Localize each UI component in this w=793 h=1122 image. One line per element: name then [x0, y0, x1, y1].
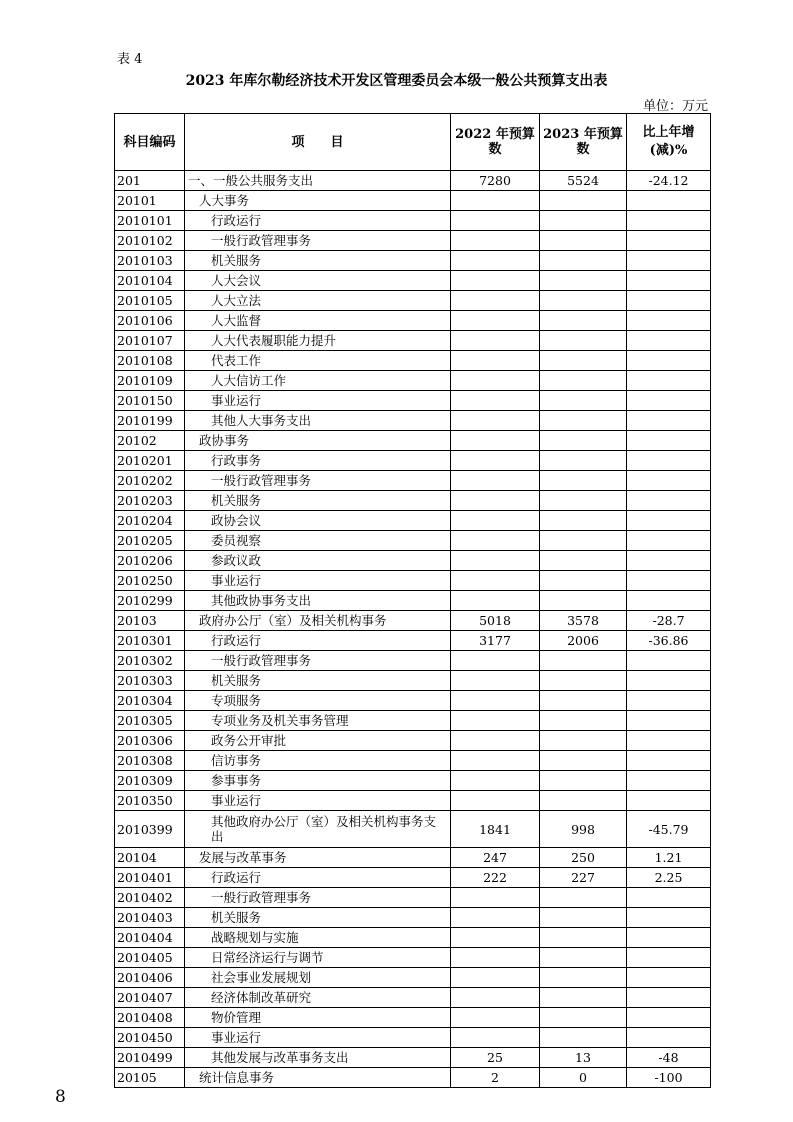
row-change-percent: [627, 351, 711, 371]
row-budget-2023: [540, 351, 627, 371]
row-name: 人大代表履职能力提升: [185, 331, 451, 351]
header-code: 科目编码: [115, 114, 185, 171]
row-name: 人大信访工作: [185, 371, 451, 391]
row-budget-2022: [451, 888, 540, 908]
row-budget-2023: 13: [540, 1048, 627, 1068]
row-change-percent: [627, 371, 711, 391]
row-change-percent: 2.25: [627, 868, 711, 888]
row-budget-2022: 2: [451, 1068, 540, 1088]
row-change-percent: -36.86: [627, 631, 711, 651]
row-change-percent: [627, 491, 711, 511]
header-item: 项 目: [185, 114, 451, 171]
row-change-percent: [627, 988, 711, 1008]
row-name: 参事事务: [185, 771, 451, 791]
row-name: 其他人大事务支出: [185, 411, 451, 431]
row-code: 2010109: [115, 371, 185, 391]
row-budget-2023: [540, 928, 627, 948]
row-code: 2010103: [115, 251, 185, 271]
row-code: 2010499: [115, 1048, 185, 1068]
row-name: 机关服务: [185, 908, 451, 928]
row-name: 社会事业发展规划: [185, 968, 451, 988]
table-row: [115, 551, 711, 571]
table-row: [115, 968, 711, 988]
row-budget-2022: [451, 351, 540, 371]
row-change-percent: [627, 771, 711, 791]
row-budget-2022: [451, 391, 540, 411]
row-name: 政协事务: [185, 431, 451, 451]
row-budget-2023: [540, 251, 627, 271]
row-budget-2023: [540, 511, 627, 531]
row-budget-2022: [451, 571, 540, 591]
table-row: [115, 491, 711, 511]
row-name: 统计信息事务: [185, 1068, 451, 1088]
row-budget-2022: [451, 411, 540, 431]
page-title: 2023 年库尔勒经济技术开发区管理委员会本级一般公共预算支出表: [185, 73, 608, 89]
row-budget-2022: [451, 491, 540, 511]
row-budget-2023: [540, 291, 627, 311]
row-budget-2022: [451, 928, 540, 948]
row-change-percent: [627, 231, 711, 251]
row-change-percent: [627, 291, 711, 311]
row-budget-2023: [540, 1008, 627, 1028]
table-row: [115, 311, 711, 331]
row-code: 2010101: [115, 211, 185, 231]
table-row: [115, 791, 711, 811]
row-change-percent: [627, 671, 711, 691]
row-name: 一般行政管理事务: [185, 471, 451, 491]
row-budget-2023: [540, 211, 627, 231]
table-row: [115, 691, 711, 711]
row-budget-2023: [540, 968, 627, 988]
row-change-percent: -24.12: [627, 171, 711, 191]
row-budget-2022: [451, 948, 540, 968]
row-budget-2022: [451, 731, 540, 751]
header-budget-2023: 2023 年预算数: [540, 114, 627, 171]
row-code: 2010107: [115, 331, 185, 351]
row-change-percent: [627, 451, 711, 471]
row-name: 政府办公厅（室）及相关机构事务: [185, 611, 451, 631]
table-row: [115, 1068, 711, 1088]
row-budget-2023: [540, 888, 627, 908]
row-change-percent: [627, 711, 711, 731]
table-row: [115, 948, 711, 968]
row-name: 事业运行: [185, 571, 451, 591]
row-change-percent: [627, 431, 711, 451]
row-budget-2023: 3578: [540, 611, 627, 631]
row-name: 其他发展与改革事务支出: [185, 1048, 451, 1068]
row-budget-2022: [451, 271, 540, 291]
row-budget-2023: [540, 331, 627, 351]
row-change-percent: -45.79: [627, 811, 711, 848]
table-row: [115, 928, 711, 948]
row-budget-2022: [451, 311, 540, 331]
row-budget-2023: [540, 371, 627, 391]
row-budget-2023: [540, 791, 627, 811]
table-label: 表 4: [117, 52, 143, 67]
row-code: 2010301: [115, 631, 185, 651]
row-code: 2010299: [115, 591, 185, 611]
row-code: 2010304: [115, 691, 185, 711]
table-row: [115, 231, 711, 251]
row-code: 2010401: [115, 868, 185, 888]
row-code: 201: [115, 171, 185, 191]
row-name: 其他政府办公厅（室）及相关机构事务支出: [185, 811, 451, 848]
row-name: 其他政协事务支出: [185, 591, 451, 611]
table-row: [115, 711, 711, 731]
row-change-percent: [627, 791, 711, 811]
row-change-percent: [627, 651, 711, 671]
row-code: 20101: [115, 191, 185, 211]
row-budget-2023: 2006: [540, 631, 627, 651]
row-budget-2022: 25: [451, 1048, 540, 1068]
row-code: 2010408: [115, 1008, 185, 1028]
row-code: 2010199: [115, 411, 185, 431]
row-budget-2022: 5018: [451, 611, 540, 631]
row-name: 参政议政: [185, 551, 451, 571]
row-code: 2010105: [115, 291, 185, 311]
table-row: [115, 631, 711, 651]
row-code: 2010201: [115, 451, 185, 471]
row-name: 行政事务: [185, 451, 451, 471]
row-change-percent: [627, 571, 711, 591]
header-budget-2022: 2022 年预算数: [451, 114, 540, 171]
table-row: [115, 888, 711, 908]
row-change-percent: [627, 751, 711, 771]
row-code: 2010399: [115, 811, 185, 848]
row-change-percent: [627, 968, 711, 988]
row-budget-2022: 7280: [451, 171, 540, 191]
row-change-percent: [627, 391, 711, 411]
row-budget-2023: 5524: [540, 171, 627, 191]
table-row: [115, 811, 711, 848]
row-budget-2022: [451, 691, 540, 711]
row-budget-2022: [451, 1008, 540, 1028]
row-code: 2010405: [115, 948, 185, 968]
row-code: 2010308: [115, 751, 185, 771]
row-change-percent: [627, 191, 711, 211]
row-name: 专项服务: [185, 691, 451, 711]
row-budget-2022: [451, 211, 540, 231]
row-budget-2022: 222: [451, 868, 540, 888]
row-change-percent: [627, 591, 711, 611]
row-code: 2010402: [115, 888, 185, 908]
table-row: [115, 1008, 711, 1028]
row-change-percent: 1.21: [627, 848, 711, 868]
row-budget-2023: [540, 1028, 627, 1048]
table-row: [115, 191, 711, 211]
row-budget-2023: 227: [540, 868, 627, 888]
row-code: 2010350: [115, 791, 185, 811]
table-row: [115, 908, 711, 928]
row-change-percent: [627, 551, 711, 571]
row-budget-2023: [540, 651, 627, 671]
row-budget-2022: [451, 531, 540, 551]
row-budget-2022: [451, 651, 540, 671]
table-row: [115, 411, 711, 431]
row-code: 2010204: [115, 511, 185, 531]
row-change-percent: [627, 311, 711, 331]
row-budget-2022: 1841: [451, 811, 540, 848]
table-row: [115, 571, 711, 591]
row-budget-2023: [540, 391, 627, 411]
row-name: 行政运行: [185, 631, 451, 651]
row-code: 2010450: [115, 1028, 185, 1048]
row-code: 2010302: [115, 651, 185, 671]
row-budget-2022: [451, 988, 540, 1008]
table-row: [115, 451, 711, 471]
row-change-percent: [627, 531, 711, 551]
table-row: [115, 591, 711, 611]
table-row: [115, 511, 711, 531]
row-name: 专项业务及机关事务管理: [185, 711, 451, 731]
row-budget-2023: [540, 731, 627, 751]
row-budget-2022: [451, 551, 540, 571]
row-name: 事业运行: [185, 391, 451, 411]
row-name: 一般行政管理事务: [185, 651, 451, 671]
row-code: 20104: [115, 848, 185, 868]
table-row: [115, 611, 711, 631]
row-budget-2022: [451, 968, 540, 988]
row-budget-2022: [451, 191, 540, 211]
row-change-percent: [627, 251, 711, 271]
table-row: [115, 471, 711, 491]
budget-table: [114, 113, 711, 1088]
row-name: 机关服务: [185, 671, 451, 691]
table-row: [115, 1028, 711, 1048]
row-budget-2023: [540, 431, 627, 451]
row-code: 2010303: [115, 671, 185, 691]
table-row: [115, 731, 711, 751]
row-code: 2010407: [115, 988, 185, 1008]
row-budget-2023: [540, 451, 627, 471]
table-row: [115, 671, 711, 691]
row-name: 政协会议: [185, 511, 451, 531]
row-change-percent: [627, 888, 711, 908]
row-code: 2010104: [115, 271, 185, 291]
row-budget-2023: [540, 711, 627, 731]
row-budget-2023: [540, 271, 627, 291]
row-name: 经济体制改革研究: [185, 988, 451, 1008]
row-name: 代表工作: [185, 351, 451, 371]
row-budget-2022: 247: [451, 848, 540, 868]
row-budget-2022: [451, 231, 540, 251]
row-name: 一般行政管理事务: [185, 231, 451, 251]
row-budget-2023: [540, 551, 627, 571]
row-budget-2023: [540, 471, 627, 491]
row-budget-2022: [451, 431, 540, 451]
row-budget-2023: [540, 591, 627, 611]
row-budget-2023: [540, 751, 627, 771]
row-budget-2022: [451, 371, 540, 391]
table-row: [115, 868, 711, 888]
row-change-percent: [627, 511, 711, 531]
row-budget-2023: [540, 691, 627, 711]
row-name: 事业运行: [185, 791, 451, 811]
row-code: 2010250: [115, 571, 185, 591]
row-name: 信访事务: [185, 751, 451, 771]
row-code: 2010306: [115, 731, 185, 751]
row-code: 2010205: [115, 531, 185, 551]
row-budget-2022: [451, 771, 540, 791]
row-name: 人大监督: [185, 311, 451, 331]
table-row: [115, 751, 711, 771]
row-budget-2023: 998: [540, 811, 627, 848]
row-budget-2022: [451, 291, 540, 311]
row-change-percent: -28.7: [627, 611, 711, 631]
row-budget-2022: [451, 1028, 540, 1048]
table-row: [115, 531, 711, 551]
table-row: [115, 391, 711, 411]
table-row: [115, 351, 711, 371]
row-budget-2022: [451, 511, 540, 531]
row-name: 人大会议: [185, 271, 451, 291]
table-header-row: [115, 114, 711, 171]
row-change-percent: [627, 691, 711, 711]
row-code: 20105: [115, 1068, 185, 1088]
row-budget-2023: [540, 491, 627, 511]
row-budget-2022: [451, 791, 540, 811]
row-name: 委员视察: [185, 531, 451, 551]
row-name: 一般行政管理事务: [185, 888, 451, 908]
row-budget-2022: [451, 591, 540, 611]
row-change-percent: [627, 211, 711, 231]
row-budget-2022: [451, 751, 540, 771]
table-row: [115, 431, 711, 451]
row-change-percent: [627, 471, 711, 491]
row-budget-2023: [540, 948, 627, 968]
row-budget-2022: [451, 471, 540, 491]
row-change-percent: [627, 908, 711, 928]
row-name: 一、一般公共服务支出: [185, 171, 451, 191]
row-change-percent: [627, 411, 711, 431]
table-row: [115, 171, 711, 191]
table-row: [115, 771, 711, 791]
row-name: 行政运行: [185, 868, 451, 888]
row-budget-2022: 3177: [451, 631, 540, 651]
row-name: 日常经济运行与调节: [185, 948, 451, 968]
row-code: 2010404: [115, 928, 185, 948]
row-budget-2023: [540, 531, 627, 551]
table-body: [115, 171, 711, 1088]
row-name: 发展与改革事务: [185, 848, 451, 868]
row-budget-2022: [451, 908, 540, 928]
row-budget-2023: [540, 571, 627, 591]
row-budget-2023: [540, 231, 627, 251]
row-budget-2023: [540, 671, 627, 691]
row-name: 人大立法: [185, 291, 451, 311]
row-code: 2010305: [115, 711, 185, 731]
row-budget-2023: [540, 311, 627, 331]
row-name: 事业运行: [185, 1028, 451, 1048]
row-code: 2010106: [115, 311, 185, 331]
row-name: 物价管理: [185, 1008, 451, 1028]
unit-label: 单位：万元: [643, 99, 709, 114]
row-change-percent: -100: [627, 1068, 711, 1088]
table-row: [115, 371, 711, 391]
row-budget-2022: [451, 331, 540, 351]
row-budget-2023: [540, 988, 627, 1008]
row-change-percent: [627, 731, 711, 751]
table-row: [115, 291, 711, 311]
table-row: [115, 331, 711, 351]
row-budget-2023: [540, 411, 627, 431]
row-name: 政务公开审批: [185, 731, 451, 751]
row-budget-2022: [451, 251, 540, 271]
row-change-percent: [627, 1028, 711, 1048]
row-code: 20102: [115, 431, 185, 451]
row-name: 机关服务: [185, 491, 451, 511]
row-code: 2010309: [115, 771, 185, 791]
row-code: 2010150: [115, 391, 185, 411]
row-name: 战略规划与实施: [185, 928, 451, 948]
table-row: [115, 651, 711, 671]
row-code: 2010202: [115, 471, 185, 491]
row-budget-2023: 0: [540, 1068, 627, 1088]
row-budget-2022: [451, 671, 540, 691]
row-code: 2010406: [115, 968, 185, 988]
row-code: 2010108: [115, 351, 185, 371]
table-row: [115, 211, 711, 231]
page-number: 8: [55, 1087, 66, 1107]
header-change-percent: 比上年增(减)%: [627, 114, 711, 171]
row-change-percent: [627, 948, 711, 968]
row-budget-2023: [540, 908, 627, 928]
table-row: [115, 1048, 711, 1068]
row-name: 行政运行: [185, 211, 451, 231]
row-change-percent: [627, 928, 711, 948]
row-code: 2010206: [115, 551, 185, 571]
row-code: 2010203: [115, 491, 185, 511]
row-budget-2023: [540, 191, 627, 211]
table-row: [115, 271, 711, 291]
row-budget-2022: [451, 711, 540, 731]
row-change-percent: [627, 331, 711, 351]
row-change-percent: [627, 1008, 711, 1028]
row-budget-2022: [451, 451, 540, 471]
table-row: [115, 848, 711, 868]
row-code: 2010102: [115, 231, 185, 251]
table-row: [115, 251, 711, 271]
row-budget-2023: 250: [540, 848, 627, 868]
row-code: 2010403: [115, 908, 185, 928]
row-name: 机关服务: [185, 251, 451, 271]
row-code: 20103: [115, 611, 185, 631]
row-change-percent: [627, 271, 711, 291]
row-name: 人大事务: [185, 191, 451, 211]
row-budget-2023: [540, 771, 627, 791]
table-row: [115, 988, 711, 1008]
row-change-percent: -48: [627, 1048, 711, 1068]
